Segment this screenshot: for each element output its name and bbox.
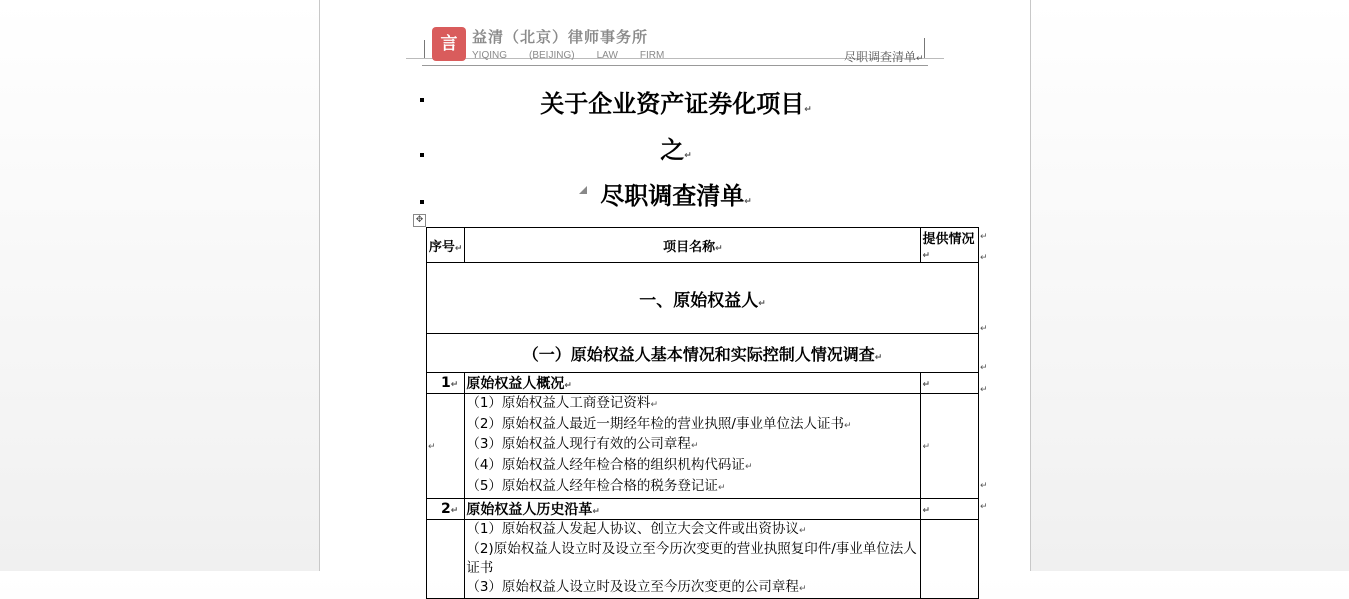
row-end-mark: ↵ — [980, 324, 988, 334]
paragraph-mark: ↵ — [744, 197, 752, 207]
list-item: （3）原始权益人现行有效的公司章程↵ — [466, 436, 699, 453]
item-number[interactable]: 2↵ — [427, 498, 465, 519]
row-end-mark: ↵ — [980, 363, 988, 373]
doc-title-line2: 之↵ — [660, 135, 692, 164]
table-row — [427, 519, 979, 599]
section-row — [427, 263, 979, 334]
firm-en-word: YIQING — [472, 50, 508, 61]
table-row — [427, 498, 979, 519]
margin-corner-top-left — [418, 40, 425, 58]
firm-en-word: LAW — [596, 50, 618, 61]
row-end-mark: ↵ — [980, 385, 988, 395]
row-end-mark: ↵ — [980, 232, 988, 242]
table-move-handle-icon[interactable]: ✥ — [413, 214, 426, 227]
item-subitems[interactable] — [465, 519, 921, 599]
list-item: （1）原始权益人发起人协议、创立大会文件或出资协议↵ — [466, 520, 807, 537]
header-rule — [422, 65, 928, 66]
paragraph-mark: ↵ — [916, 54, 924, 64]
list-item: （2)原始权益人设立时及设立至今历次变更的营业执照复印件/事业单位法人证书 — [466, 541, 917, 576]
item-provided-cell[interactable]: ↵ — [921, 498, 979, 519]
item-provided-cell[interactable] — [921, 519, 979, 599]
header-cell-provided[interactable]: 提供情况↵ — [921, 228, 979, 263]
due-diligence-table — [426, 227, 979, 599]
item-provided-cell[interactable]: ↵ — [921, 373, 979, 394]
item-title[interactable]: 原始权益人历史沿革↵ — [465, 498, 921, 519]
document-page[interactable] — [319, 0, 1031, 595]
row-end-mark: ↵ — [980, 502, 988, 512]
subsection-cell[interactable]: （一）原始权益人基本情况和实际控制人情况调查↵ — [427, 334, 979, 373]
item-number[interactable] — [427, 519, 465, 599]
item-number[interactable]: 1↵ — [427, 373, 465, 394]
header-firm-name-en — [472, 50, 686, 61]
list-item: （5）原始权益人经年检合格的税务登记证↵ — [466, 477, 726, 494]
list-item: （2）原始权益人最近一期经年检的营业执照/事业单位法人证书↵ — [466, 415, 852, 432]
margin-corner-top-right — [924, 38, 931, 58]
list-item: （3）原始权益人设立时及设立至今历次变更的公司章程↵ — [466, 578, 807, 595]
row-end-mark: ↵ — [980, 481, 988, 491]
table-row — [427, 394, 979, 499]
list-item: （4）原始权益人经年检合格的组织机构代码证↵ — [466, 457, 753, 474]
header-cell-no[interactable]: 序号↵ — [427, 228, 465, 263]
section-cell[interactable]: 一、原始权益人↵ — [427, 263, 979, 334]
subsection-row — [427, 334, 979, 373]
row-end-mark: ↵ — [980, 253, 988, 263]
doc-title-line3: 尽职调查清单↵ — [600, 181, 752, 210]
item-number[interactable]: ↵ — [427, 394, 465, 499]
firm-en-word: (BEIJING) — [529, 50, 575, 61]
header-cell-name[interactable]: 项目名称↵ — [465, 228, 921, 263]
list-item: （1）原始权益人工商登记资料↵ — [466, 395, 658, 411]
item-subitems[interactable] — [465, 394, 921, 499]
doc-title-line1: 关于企业资产证券化项目↵ — [540, 89, 812, 118]
firm-logo: 言 — [432, 27, 466, 61]
item-title[interactable]: 原始权益人概况↵ — [465, 373, 921, 394]
table-header-row — [427, 228, 979, 263]
paragraph-mark: ↵ — [684, 151, 692, 161]
header-firm-name: 益清（北京）律师事务所 — [472, 28, 649, 46]
firm-en-word: FIRM — [639, 50, 665, 61]
item-provided-cell[interactable]: ↵ — [921, 394, 979, 499]
table-row — [427, 373, 979, 394]
paragraph-mark: ↵ — [804, 105, 812, 115]
header-doc-name: 尽职调查清单↵ — [844, 50, 924, 64]
